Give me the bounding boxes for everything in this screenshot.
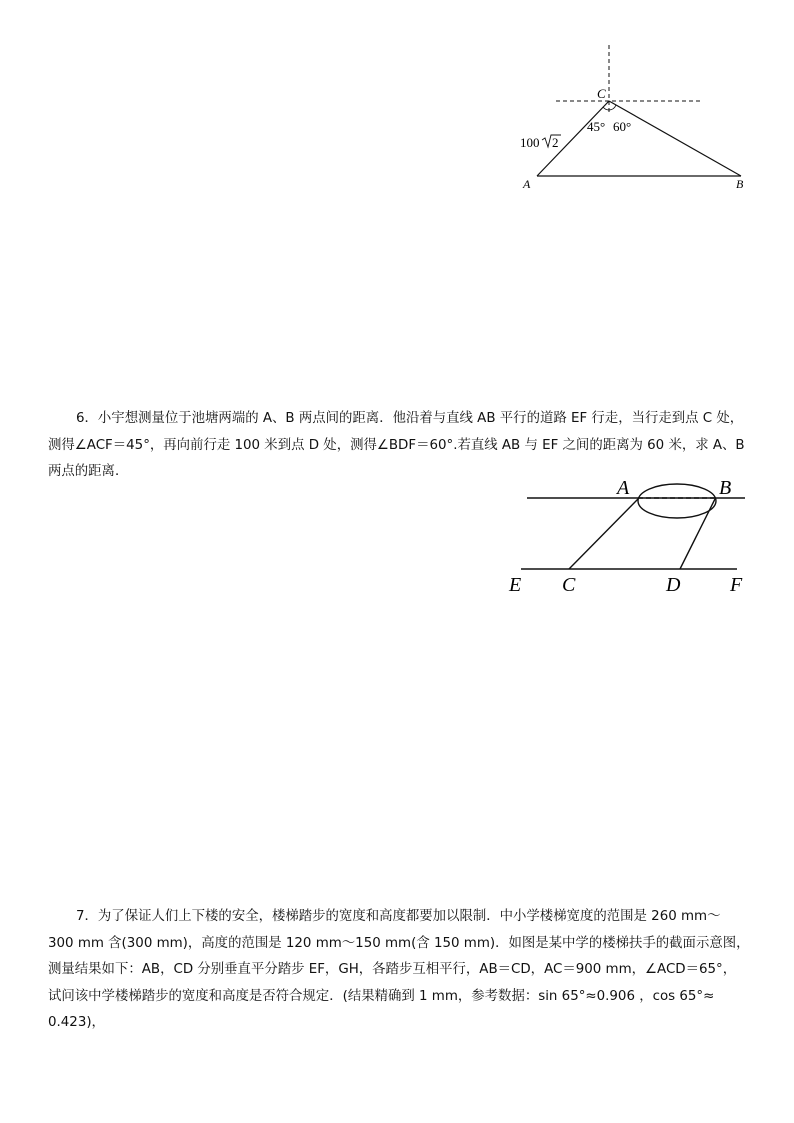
pond-label-b: B: [719, 477, 732, 499]
pond-label-c: C: [562, 574, 576, 596]
pond-label-f: F: [730, 574, 743, 596]
triangle-figure: [500, 40, 760, 200]
q7-line-5: 0.423)，: [48, 1015, 105, 1030]
angle-arc-left: [603, 107, 609, 110]
pond-label-a: A: [617, 477, 630, 499]
side-length-coef: 100: [520, 135, 540, 150]
side-cb: [609, 101, 741, 176]
label-a: A: [523, 177, 531, 191]
side-length-radicand: 2: [552, 135, 559, 150]
pond-label-e: E: [509, 574, 522, 596]
label-b: B: [736, 177, 744, 191]
angle-label-left: 45°: [587, 119, 606, 134]
segment-ca: [569, 499, 638, 569]
q6-line-3: 两点的距离．: [48, 464, 129, 479]
angle-arc-right: [609, 105, 616, 110]
q7-line-4: 试问该中学楼梯踏步的宽度和高度是否符合规定．(结果精确到 1 mm，参考数据：sin 65°≈0.906 ，cos 65°≈: [48, 988, 715, 1004]
q7-line-1: 7．为了保证人们上下楼的安全，楼梯踏步的宽度和高度都要加以限制．中小学楼梯宽度的范围是 260 mm～: [76, 909, 721, 924]
question-7: [48, 904, 758, 1037]
q6-line-1: 6．小宇想测量位于池塘两端的 A、B 两点间的距离．他沿着与直线 AB 平行的道路 EF 行走，当行走到点 C 处，: [76, 411, 744, 426]
side-ca: [537, 101, 609, 176]
label-c: C: [597, 86, 606, 101]
q7-line-3: 测量结果如下：AB，CD 分别垂直平分踏步 EF，GH，各踏步互相平行，AB＝CD，AC＝900 mm，∠ACD＝65°，: [48, 962, 737, 977]
q7-line-2: 300 mm 含(300 mm)，高度的范围是 120 mm～150 mm(含 150 mm)．如图是某中学的楼梯扶手的截面示意图，: [48, 935, 750, 951]
angle-label-right: 60°: [613, 119, 632, 134]
pond-label-d: D: [666, 574, 681, 596]
q6-line-2: 测得∠ACF＝45°，再向前行走 100 米到点 D 处，测得∠BDF＝60°.若直线 AB 与 EF 之间的距离为 60 米，求 A、B: [48, 437, 745, 453]
pond-figure: [505, 470, 765, 600]
pond-ellipse: [638, 484, 716, 518]
segment-db: [680, 499, 715, 569]
